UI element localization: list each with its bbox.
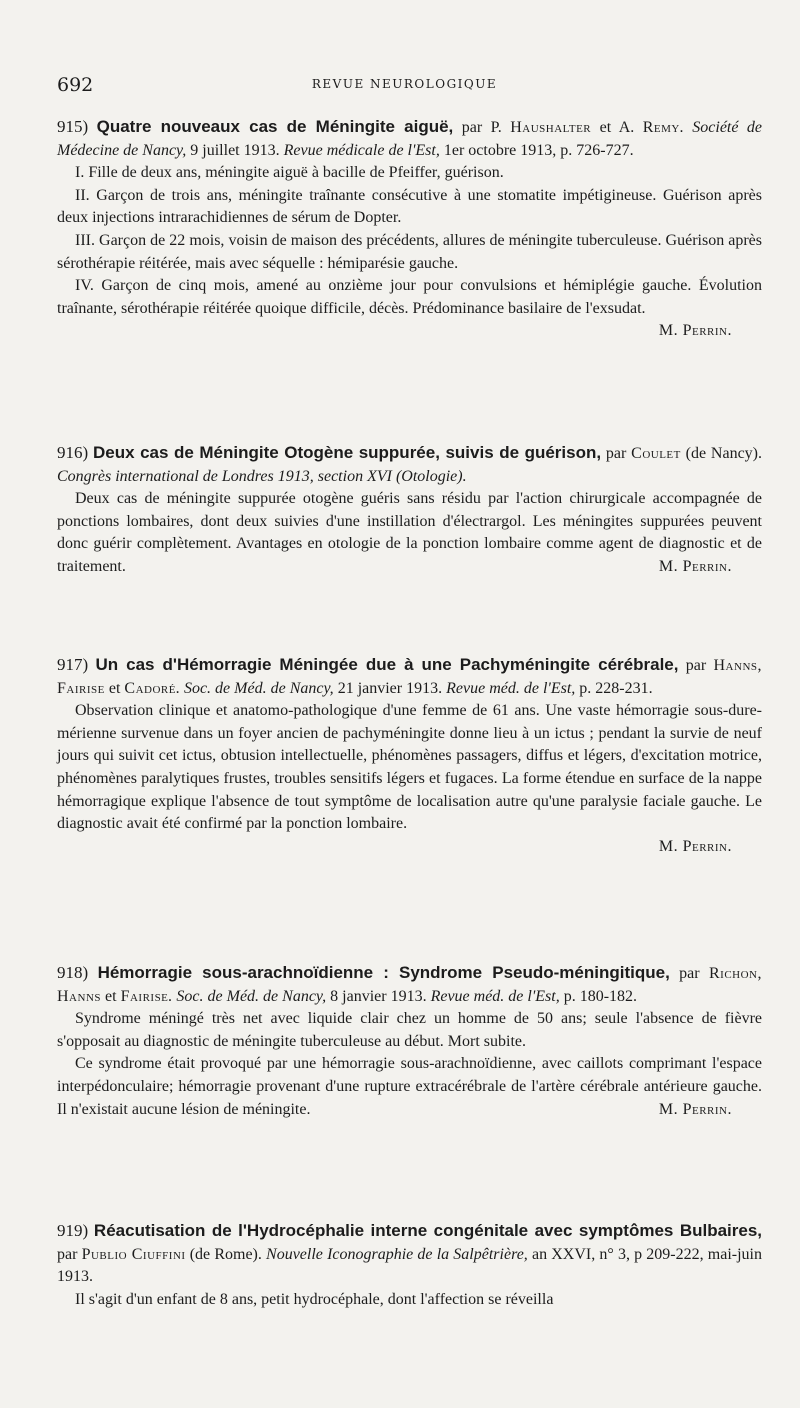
- entry-918: [57, 962, 762, 1121]
- page-header: [57, 74, 752, 100]
- citation-text: par: [678, 657, 714, 674]
- journal-name: Revue médicale de l'Est,: [283, 141, 440, 159]
- citation-text: p. 180-182.: [559, 987, 638, 1005]
- journal-name: Revue méd. de l'Est,: [430, 987, 560, 1005]
- citation-text: par: [669, 965, 709, 982]
- entry-heading: [57, 116, 762, 162]
- entry-number: 916): [57, 443, 89, 462]
- entry-number: 915): [57, 117, 89, 136]
- paragraph: [57, 488, 762, 578]
- entry-title: Quatre nouveaux cas de Méningite aiguë,: [96, 117, 454, 136]
- paragraph: III. Garçon de 22 mois, voisin de maison des précédents, allures de méningite tuberculeuse. Guérison après sérothérapie réitérée, mais avec séquelle : hémiparésie gauche.: [57, 231, 762, 272]
- page-number: 692: [57, 74, 94, 96]
- journal-name: Congrès international de Londres 1913, section XVI (Otologie).: [57, 467, 467, 485]
- paragraph: [57, 275, 762, 340]
- entry-number: 918): [57, 963, 89, 982]
- paragraph: Observation clinique et anatomo-pathologique d'une femme de 61 ans. Une vaste hémorragie sous-dure-mérienne survenue dans un foyer ancien de pachyméningite donne lieu à un ictus ; pendant la survie de neuf jours qui suivit cet ictus, obtusion intellectuelle, phénomènes passagers, diffus et légers, d'excitation motrice, phénomènes paralytiques frustes, troubles sensitifs légers et fugaces. La forme étendue en surface de la nappe hémorragique explique l'absence de tout symptôme de localisation autre qu'une paralysie faciale gauche. Le diagnostic avait été confirmé par la ponction lombaire.: [57, 702, 762, 833]
- entry-heading: [57, 442, 762, 488]
- citation-text: par P.: [453, 119, 511, 136]
- citation-text: an XXVI, n° 3, p 209-222, mai-juin 1913.: [57, 1245, 762, 1286]
- entry-title: Un cas d'Hémorragie Méningée due à une Pachyméningite cérébrale,: [95, 655, 679, 674]
- citation-text: par: [601, 445, 632, 462]
- entry-heading: [57, 1220, 762, 1289]
- paragraph: [57, 1053, 762, 1121]
- citation-text: et: [104, 679, 125, 697]
- journal-name: Revue méd. de l'Est,: [446, 679, 576, 697]
- entry-title: Deux cas de Méningite Otogène suppurée, suivis de guérison,: [92, 443, 602, 462]
- citation-text: p. 228-231.: [575, 679, 653, 697]
- paragraph-text: Deux cas de méningite suppurée otogène guéris sans résidu par l'action chirurgicale accompagnée de ponctions lombaires, dont deux suivies d'une instillation d'électrargol. Les méningites suppurées peuvent donc guérir complètement. Avantages en otologie de la ponction lombaire comme agent de diagnostic et de traitement.: [57, 490, 762, 575]
- paragraph-text: IV. Garçon de cinq mois, amené au onzième jour pour convulsions et hémiplégie gauche. Évolution traînante, sérothérapie réitérée quoique difficile, décès. Prédominance basilaire de l'exsudat.: [57, 277, 762, 317]
- citation-text: 1er octobre 1913, p. 726-727.: [439, 141, 634, 159]
- author-name: Coulet: [631, 445, 681, 462]
- citation-text: 9 juillet 1913.: [186, 141, 284, 159]
- citation-text: 21 janvier 1913.: [333, 679, 447, 697]
- running-title: REVUE NEUROLOGIQUE: [311, 77, 498, 91]
- author-name: Fairise: [120, 987, 169, 1005]
- citation-text: et A.: [591, 119, 643, 136]
- journal-name: . Soc. de Méd. de Nancy,: [168, 987, 327, 1005]
- entry-916: [57, 442, 762, 579]
- signature: M. Perrin.: [658, 557, 732, 575]
- entry-heading: [57, 654, 762, 700]
- entry-title: Réacutisation de l'Hydrocéphalie interne congénitale avec symptômes Bulbaires,: [93, 1221, 763, 1240]
- paragraph: I. Fille de deux ans, méningite aiguë à bacille de Pfeiffer, guérison.: [75, 164, 504, 182]
- entry-917: [57, 654, 762, 858]
- entry-heading: [57, 962, 762, 1008]
- signature: M. Perrin.: [658, 837, 732, 855]
- signature: M. Perrin.: [658, 322, 732, 340]
- author-name: Hanns, Fairise: [57, 657, 763, 697]
- entry-number: 919): [57, 1221, 89, 1240]
- journal-name: . Soc. de Méd. de Nancy,: [175, 679, 334, 697]
- author-name: Richon, Hanns: [57, 965, 763, 1005]
- author-name: Cadoré: [124, 679, 176, 697]
- entry-919: [57, 1220, 762, 1311]
- journal-name: . Société de Médecine de Nancy,: [57, 119, 763, 159]
- entry-915: [57, 116, 762, 343]
- entry-number: 917): [57, 655, 89, 674]
- author-name: Remy: [642, 119, 680, 136]
- signature: M. Perrin.: [658, 1100, 732, 1118]
- citation-text: par: [57, 1245, 82, 1263]
- paragraph-text: Ce syndrome était provoqué par une hémorragie sous-arachnoïdienne, avec caillots comprimant l'espace interpédonculaire; hémorragie provenant d'une rupture extracérébrale de l'artère cérébrale antérieure gauche. Il n'existait aucune lésion de méningite.: [57, 1055, 762, 1118]
- paragraph: Syndrome méningé très net avec liquide clair chez un homme de 50 ans; seule l'absence de fièvre s'opposait au diagnostic de méningite tuberculeuse au début. Mort subite.: [57, 1010, 762, 1050]
- paragraph: Il s'agit d'un enfant de 8 ans, petit hydrocéphale, dont l'affection se réveilla: [75, 1290, 554, 1308]
- entry-title: Hémorragie sous-arachnoïdienne : Syndrome Pseudo-méningitique,: [97, 963, 670, 982]
- journal-name: Nouvelle Iconographie de la Salpêtrière,: [266, 1245, 528, 1263]
- author-name: Publio Ciuffini: [81, 1245, 186, 1263]
- citation-text: et: [101, 987, 121, 1005]
- paragraph: II. Garçon de trois ans, méningite traînante consécutive à une stomatite impétigineuse. Guérison après deux injections intrarachidiennes de sérum de Dopter.: [57, 186, 762, 227]
- citation-text: (de Nancy).: [680, 445, 763, 462]
- citation-text: 8 janvier 1913.: [326, 987, 431, 1005]
- author-name: Haushalter: [510, 119, 592, 136]
- citation-text: (de Rome).: [185, 1245, 267, 1263]
